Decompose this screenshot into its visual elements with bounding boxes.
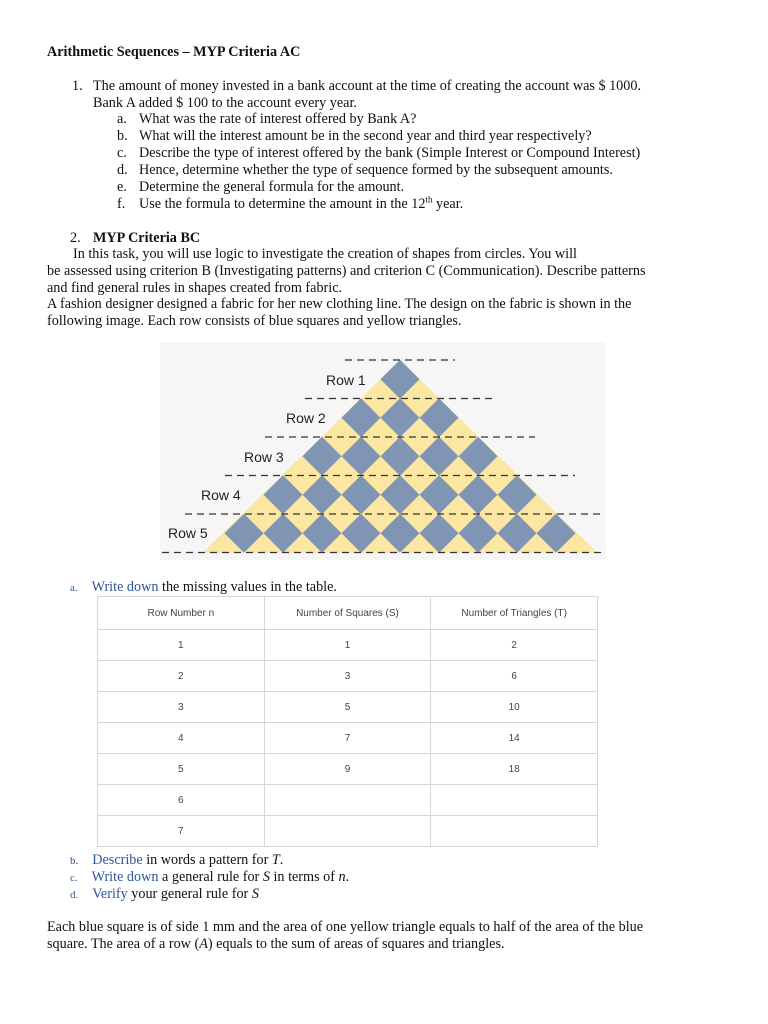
table-row bbox=[98, 661, 598, 692]
part-b-keyword: Describe bbox=[92, 852, 143, 868]
closing-line-1: Each blue square is of side 1 mm and the area of one yellow triangle equals to half of the area of the blue bbox=[47, 919, 644, 935]
row-label-1: Row 1 bbox=[326, 372, 366, 388]
part-b: b. Describe in words a pattern for T. bbox=[70, 852, 284, 868]
col-header-triangles: Number of Triangles (T) bbox=[431, 597, 598, 630]
part-c-keyword: Write down bbox=[91, 869, 159, 885]
table-cell: 2 bbox=[431, 630, 598, 661]
table-cell: 14 bbox=[431, 723, 598, 754]
q2-intro-line: be assessed using criterion B (Investigating patterns) and criterion C (Communication). Describe patterns bbox=[47, 263, 646, 279]
table-cell-blank[interactable] bbox=[264, 816, 431, 847]
table-cell: 2 bbox=[98, 661, 265, 692]
q1-number: 1. bbox=[72, 78, 83, 94]
q1-part-text: Hence, determine whether the type of sequence formed by the subsequent amounts. bbox=[139, 162, 613, 178]
table-cell: 5 bbox=[98, 754, 265, 785]
table-cell: 1 bbox=[264, 630, 431, 661]
part-c: c. Write down a general rule for S in terms of n. bbox=[70, 869, 350, 885]
part-a: a. Write down the missing values in the table. bbox=[70, 579, 337, 595]
table-cell: 1 bbox=[98, 630, 265, 661]
q1-part-text: What was the rate of interest offered by Bank A? bbox=[139, 111, 417, 127]
q1-line-1: The amount of money invested in a bank account at the time of creating the account was $ 1000. bbox=[93, 78, 642, 94]
q1-part-text: What will the interest amount be in the second year and third year respectively? bbox=[139, 128, 592, 144]
q1-part-label: e. bbox=[117, 179, 127, 195]
table-cell: 10 bbox=[431, 692, 598, 723]
q1-part-label: f. bbox=[117, 196, 126, 212]
table-row bbox=[98, 785, 598, 816]
col-header-row-number: Row Number n bbox=[98, 597, 265, 630]
q2-intro-line: and find general rules in shapes created from fabric. bbox=[47, 280, 343, 296]
part-d: d. Verify your general rule for S bbox=[70, 886, 259, 902]
q1-part-label: d. bbox=[117, 162, 128, 178]
row-label-4: Row 4 bbox=[201, 487, 241, 503]
table-cell: 18 bbox=[431, 754, 598, 785]
part-a-keyword: Write down bbox=[91, 579, 159, 595]
q2-intro-line: A fashion designer designed a fabric for her new clothing line. The design on the fabric is shown in the bbox=[47, 296, 632, 312]
table-cell: 7 bbox=[98, 816, 265, 847]
q2-intro-line: following image. Each row consists of blue squares and yellow triangles. bbox=[47, 313, 462, 329]
q2-heading: MYP Criteria BC bbox=[93, 230, 201, 246]
table-row bbox=[98, 816, 598, 847]
part-d-keyword: Verify bbox=[92, 886, 128, 902]
table-cell: 9 bbox=[264, 754, 431, 785]
table-row bbox=[98, 692, 598, 723]
row-label-3: Row 3 bbox=[244, 449, 284, 465]
table-cell-blank[interactable] bbox=[431, 816, 598, 847]
table-cell: 3 bbox=[98, 692, 265, 723]
q2-number: 2. bbox=[70, 230, 81, 246]
page-title: Arithmetic Sequences – MYP Criteria AC bbox=[47, 44, 301, 60]
q2-intro-line: In this task, you will use logic to investigate the creation of shapes from circles. You will bbox=[73, 246, 577, 262]
table-header-row bbox=[98, 597, 598, 630]
table-cell-blank[interactable] bbox=[264, 785, 431, 816]
table-row bbox=[98, 723, 598, 754]
q1-part-text: Determine the general formula for the amount. bbox=[139, 179, 405, 195]
q1-part-label: a. bbox=[117, 111, 127, 127]
col-header-squares: Number of Squares (S) bbox=[264, 597, 431, 630]
row-label-2: Row 2 bbox=[286, 410, 326, 426]
sequence-table bbox=[97, 596, 598, 847]
table-cell: 6 bbox=[98, 785, 265, 816]
q1-part-text: Describe the type of interest offered by the bank (Simple Interest or Compound Interest) bbox=[139, 145, 641, 161]
q1-part-label: b. bbox=[117, 128, 128, 144]
table-row bbox=[98, 630, 598, 661]
table-cell: 4 bbox=[98, 723, 265, 754]
table-row bbox=[98, 754, 598, 785]
table-cell: 7 bbox=[264, 723, 431, 754]
table-cell: 5 bbox=[264, 692, 431, 723]
q1-part-text: Use the formula to determine the amount in the 12th year. bbox=[139, 194, 464, 212]
q1-part-label: c. bbox=[117, 145, 127, 161]
closing-line-2: square. The area of a row (A) equals to the sum of areas of squares and triangles. bbox=[47, 936, 505, 952]
q1-line-2: Bank A added $ 100 to the account every year. bbox=[93, 95, 357, 111]
table-cell: 3 bbox=[264, 661, 431, 692]
table-cell: 6 bbox=[431, 661, 598, 692]
table-cell-blank[interactable] bbox=[431, 785, 598, 816]
row-label-5: Row 5 bbox=[168, 525, 208, 541]
fabric-pattern-figure bbox=[160, 342, 606, 560]
